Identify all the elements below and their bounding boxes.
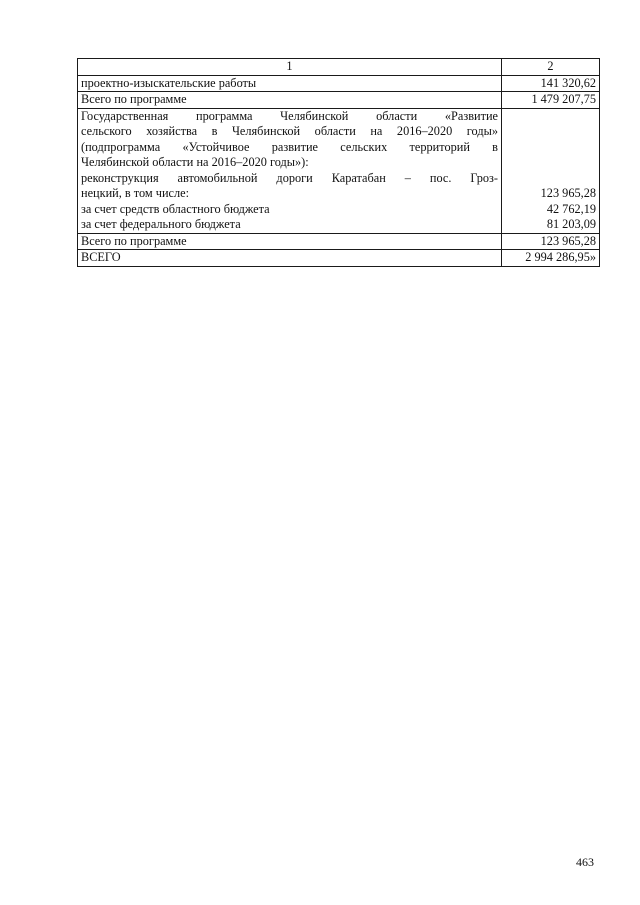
row-amount: 141 320,62 (502, 75, 600, 92)
table-row (78, 233, 600, 250)
program-title-line: Челябинской области на 2016–2020 годы»): (81, 155, 309, 169)
program-title-line: сельского хозяйства в Челябинской области на 2016–2020 годы» (81, 124, 498, 138)
page-number: 463 (576, 855, 594, 869)
table-row (78, 75, 600, 92)
table-header-row (78, 59, 600, 76)
table-row (78, 250, 600, 267)
budget-table (77, 58, 600, 267)
row-label: проектно-изыскательские работы (78, 75, 502, 92)
row-amount: 123 965,28 (502, 233, 600, 250)
program-block-text (78, 108, 502, 233)
object-description-line: нецкий, в том числе: (81, 186, 189, 200)
row-amount: 1 479 207,75 (502, 92, 600, 109)
table-row (78, 92, 600, 109)
object-description-line: реконструкция автомобильной дороги Каратабан – пос. Гроз- (81, 170, 498, 185)
header-col-1: 1 (78, 59, 502, 76)
regional-budget-label: за счет средств областного бюджета (81, 201, 270, 216)
regional-budget-amount: 42 762,19 (546, 201, 596, 216)
federal-budget-label: за счет федерального бюджета (81, 217, 241, 231)
program-title-line: Государственная программа Челябинской области «Развитие (81, 108, 498, 123)
row-label: Всего по программе (78, 92, 502, 109)
object-amount: 123 965,28 (540, 186, 596, 200)
program-title-line: (подпрограмма «Устойчивое развитие сельских территорий в (81, 139, 498, 154)
grand-total-amount: 2 994 286,95» (502, 250, 600, 267)
grand-total-label: ВСЕГО (78, 250, 502, 267)
header-col-2: 2 (502, 59, 600, 76)
program-block-row (78, 108, 600, 233)
program-block-amounts (502, 108, 600, 233)
federal-budget-amount: 81 203,09 (546, 217, 596, 231)
row-label: Всего по программе (78, 233, 502, 250)
